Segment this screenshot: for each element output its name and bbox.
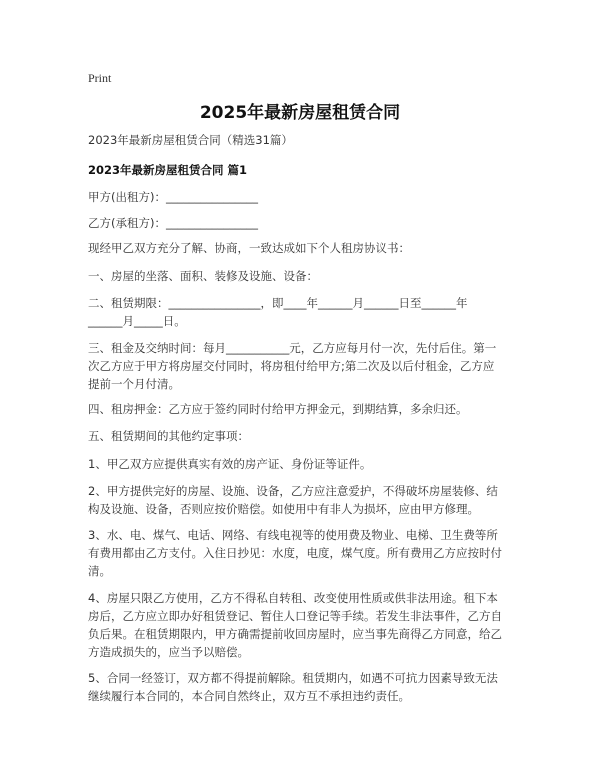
item-3 — [88, 526, 520, 580]
text-line: 甲方(出租方)：________________ — [88, 190, 258, 204]
clause-5 — [88, 427, 520, 445]
text-line: 3、水、电、煤气、电话、网络、有线电视等的使用费及物业、电梯、卫生费等所 — [88, 528, 498, 542]
text-line: 有费用都由乙方支付。入住日抄见：水度，电度，煤气度。所有费用乙方应按时付 — [88, 546, 502, 560]
print-link[interactable]: Print — [88, 71, 112, 85]
text-line: 三、租金及交纳时间：每月___________元，乙方应每月付一次，先付后住。第一 — [88, 341, 497, 355]
party-a-line — [88, 188, 520, 206]
text-line: 负后果。在租赁期限内，甲方确需提前收回房屋时，应当事先商得乙方同意，给乙 — [88, 627, 502, 641]
text-line: 1、甲乙双方应提供真实有效的房产证、身份证等证件。 — [88, 457, 372, 471]
text-line: 现经甲乙双方充分了解、协商，一致达成如下个人租房协议书： — [88, 241, 410, 255]
item-4 — [88, 589, 520, 661]
intro-paragraph — [88, 239, 520, 257]
document-title: 2025年最新房屋租赁合同 — [199, 103, 401, 123]
text-line: 次乙方应于甲方将房屋交付同时，将房租付给甲方;第二次及以后付租金，乙方应 — [88, 359, 495, 373]
party-b-line — [88, 214, 520, 232]
item-1 — [88, 455, 520, 473]
text-line: 二、租赁期限：________________，即____年______月______日至______年 — [88, 296, 468, 310]
text-line: 一、房屋的坐落、面积、装修及设施、设备： — [88, 269, 318, 283]
text-line: ______月_____日。 — [88, 314, 186, 328]
text-line: 清。 — [88, 564, 111, 578]
text-line: 继续履行本合同的，本合同自然终止，双方互不承担违约责任。 — [88, 689, 410, 703]
item-2 — [88, 482, 520, 518]
document-subtitle: 2023年最新房屋租赁合同（精选31篇） — [88, 133, 293, 147]
section-heading: 2023年最新房屋租赁合同 篇1 — [88, 163, 248, 177]
text-line: 房后，乙方应立即办好租赁登记、暂住人口登记等手续。若发生非法事件，乙方自 — [88, 609, 502, 623]
clause-4 — [88, 400, 520, 418]
text-line: 5、合同一经签订，双方都不得提前解除。租赁期内，如遇不可抗力因素导致无法 — [88, 671, 498, 685]
text-line: 提前一个月付清。 — [88, 377, 180, 391]
text-line: 2、甲方提供完好的房屋、设施、设备，乙方应注意爱护，不得破坏房屋装修、结 — [88, 484, 498, 498]
text-line: 乙方(承租方)：________________ — [88, 216, 258, 230]
text-line: 方造成损失的，应当予以赔偿。 — [88, 645, 249, 659]
text-line: 4、房屋只限乙方使用，乙方不得私自转租、改变使用性质或供非法用途。租下本 — [88, 591, 498, 605]
clause-3 — [88, 339, 520, 393]
clause-1 — [88, 267, 520, 285]
text-line: 构及设施、设备，否则应按价赔偿。如使用中有非人为损坏，应由甲方修理。 — [88, 502, 479, 516]
text-line: 五、租赁期间的其他约定事项： — [88, 429, 249, 443]
item-5 — [88, 669, 520, 705]
clause-2 — [88, 294, 520, 330]
text-line: 四、租房押金：乙方应于签约同时付给甲方押金元，到期结算，多余归还。 — [88, 402, 468, 416]
